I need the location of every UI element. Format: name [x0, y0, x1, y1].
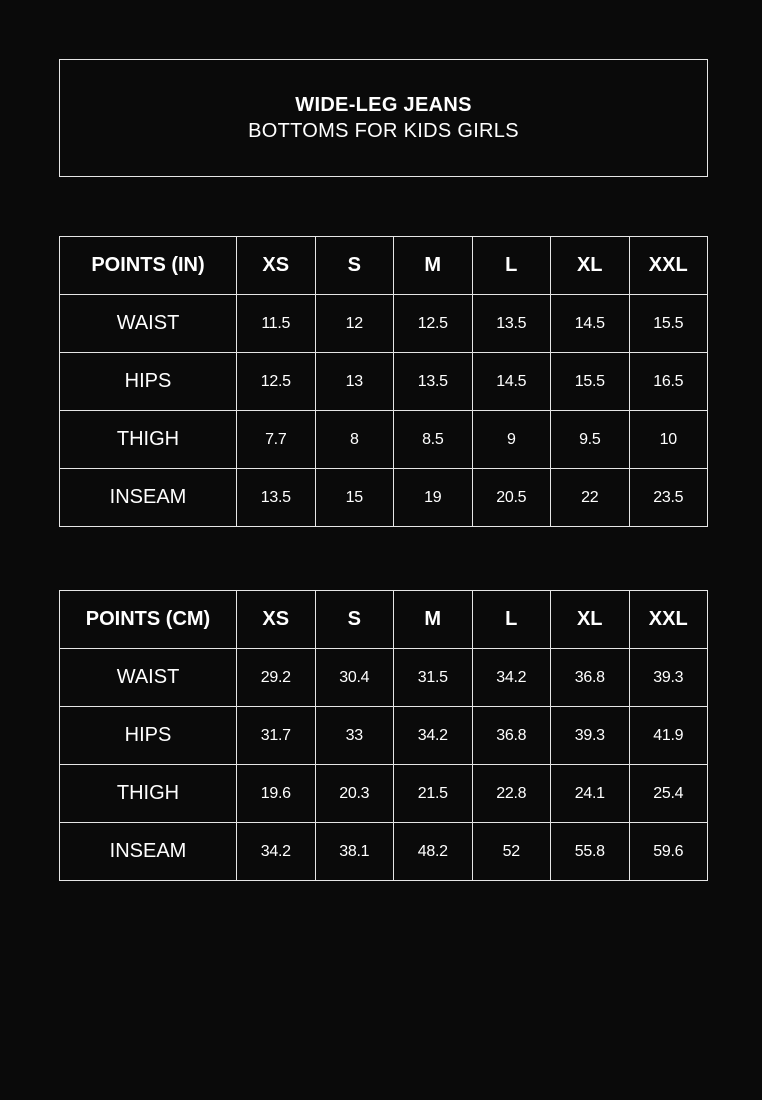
- table-header-row: [60, 237, 708, 295]
- table-cell: 48.2: [394, 823, 473, 881]
- table-cell: 14.5: [551, 295, 630, 353]
- header-size-m: M: [394, 237, 473, 295]
- header-points: POINTS (CM): [60, 591, 237, 649]
- table-cell: 21.5: [394, 765, 473, 823]
- title-box: [59, 59, 708, 177]
- table-cell: 8: [315, 411, 394, 469]
- table-cell: 10: [629, 411, 708, 469]
- table-cell: 22: [551, 469, 630, 527]
- table-cell: 34.2: [237, 823, 316, 881]
- table-cell: 13.5: [394, 353, 473, 411]
- size-table-inches: [59, 236, 708, 527]
- table-cell: 11.5: [237, 295, 316, 353]
- table-cell: 55.8: [551, 823, 630, 881]
- table-cell: 13.5: [472, 295, 551, 353]
- row-label: THIGH: [60, 765, 237, 823]
- header-size-xl: XL: [551, 591, 630, 649]
- table-row: [60, 469, 708, 527]
- header-size-m: M: [394, 591, 473, 649]
- table-cell: 39.3: [551, 707, 630, 765]
- product-category: BOTTOMS FOR KIDS GIRLS: [248, 120, 519, 142]
- table-row: [60, 823, 708, 881]
- table-cell: 7.7: [237, 411, 316, 469]
- row-label: HIPS: [60, 707, 237, 765]
- table-cell: 22.8: [472, 765, 551, 823]
- table-cell: 15: [315, 469, 394, 527]
- table-cell: 16.5: [629, 353, 708, 411]
- table-row: [60, 411, 708, 469]
- table-cell: 59.6: [629, 823, 708, 881]
- table-cell: 14.5: [472, 353, 551, 411]
- product-title: WIDE-LEG JEANS: [295, 94, 472, 116]
- table-cell: 36.8: [551, 649, 630, 707]
- table-row: [60, 353, 708, 411]
- table-row: [60, 649, 708, 707]
- table-cell: 36.8: [472, 707, 551, 765]
- header-size-l: L: [472, 237, 551, 295]
- table-cell: 39.3: [629, 649, 708, 707]
- table-cell: 41.9: [629, 707, 708, 765]
- table-cell: 52: [472, 823, 551, 881]
- table-cell: 15.5: [551, 353, 630, 411]
- header-size-xxl: XXL: [629, 591, 708, 649]
- header-size-l: L: [472, 591, 551, 649]
- table-cell: 13: [315, 353, 394, 411]
- table-header-row: [60, 591, 708, 649]
- size-table-centimeters: [59, 590, 708, 881]
- table-cell: 12: [315, 295, 394, 353]
- header-size-xs: XS: [237, 591, 316, 649]
- table-cell: 33: [315, 707, 394, 765]
- header-size-s: S: [315, 237, 394, 295]
- header-size-xl: XL: [551, 237, 630, 295]
- row-label: WAIST: [60, 649, 237, 707]
- table-cell: 25.4: [629, 765, 708, 823]
- table-cell: 38.1: [315, 823, 394, 881]
- table-cell: 31.5: [394, 649, 473, 707]
- header-size-xs: XS: [237, 237, 316, 295]
- header-points: POINTS (IN): [60, 237, 237, 295]
- table-cell: 12.5: [394, 295, 473, 353]
- row-label: HIPS: [60, 353, 237, 411]
- table-cell: 9.5: [551, 411, 630, 469]
- row-label: WAIST: [60, 295, 237, 353]
- table-cell: 20.3: [315, 765, 394, 823]
- table-row: [60, 295, 708, 353]
- table-cell: 20.5: [472, 469, 551, 527]
- table-cell: 19.6: [237, 765, 316, 823]
- table-cell: 34.2: [472, 649, 551, 707]
- table-cell: 24.1: [551, 765, 630, 823]
- table-cell: 31.7: [237, 707, 316, 765]
- table-cell: 19: [394, 469, 473, 527]
- row-label: INSEAM: [60, 469, 237, 527]
- table-row: [60, 707, 708, 765]
- table-cell: 30.4: [315, 649, 394, 707]
- row-label: THIGH: [60, 411, 237, 469]
- table-cell: 15.5: [629, 295, 708, 353]
- table-cell: 12.5: [237, 353, 316, 411]
- header-size-s: S: [315, 591, 394, 649]
- header-size-xxl: XXL: [629, 237, 708, 295]
- table-cell: 9: [472, 411, 551, 469]
- table-cell: 29.2: [237, 649, 316, 707]
- table-cell: 13.5: [237, 469, 316, 527]
- table-cell: 34.2: [394, 707, 473, 765]
- row-label: INSEAM: [60, 823, 237, 881]
- table-cell: 8.5: [394, 411, 473, 469]
- table-cell: 23.5: [629, 469, 708, 527]
- table-row: [60, 765, 708, 823]
